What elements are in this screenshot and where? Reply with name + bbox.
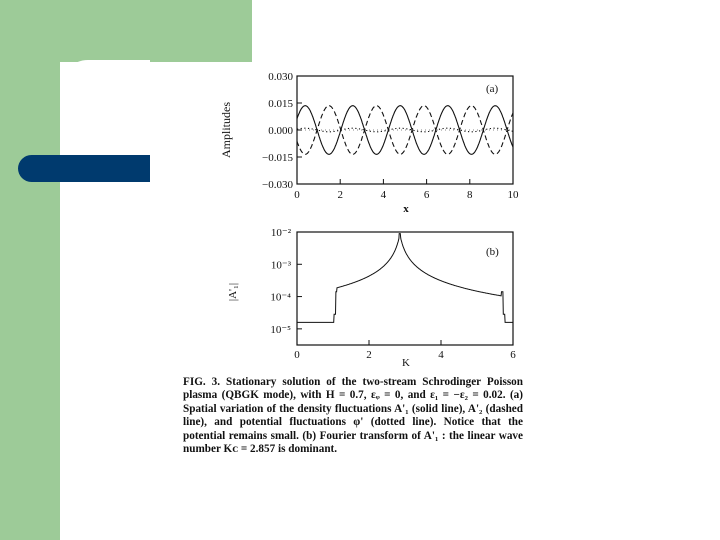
panel-b-ylabel: |A'₁| <box>227 282 239 302</box>
panel-b-xtick-label: 0 <box>294 349 300 361</box>
panel-a-xtick-label: 6 <box>423 189 430 201</box>
panel-a-ylabel: Amplitudes <box>219 102 233 158</box>
panel-b-ytick-label: 10⁻² <box>270 227 291 239</box>
panel-b-xtick-label: 4 <box>438 349 444 361</box>
panel-a-ytick-label: 0.015 <box>268 98 293 110</box>
panel-b-ytick-label: 10⁻³ <box>270 259 291 272</box>
panel-b-xtick-label: 2 <box>366 349 372 361</box>
panel-a-xtick-label: 2 <box>337 189 343 201</box>
panel-b-spectrum-line <box>297 234 513 323</box>
panel-a-ytick-label: −0.015 <box>262 152 293 164</box>
panel-a-ytick-label: −0.030 <box>262 179 293 191</box>
panel-a-xtick-label: 8 <box>467 189 473 201</box>
panel-a-xtick-label: 4 <box>380 189 387 201</box>
panel-b-frame <box>297 232 513 345</box>
panel-a-ytick-label: 0.030 <box>268 71 293 83</box>
panel-a-xtick-label: 0 <box>294 189 300 201</box>
panel-b-xlabel: K <box>402 357 410 369</box>
panel-b-ytick-label: 10⁻⁴ <box>270 291 291 304</box>
panel-b-ytick-label: 10⁻⁵ <box>270 323 291 336</box>
panel-a-ytick-label: 0.000 <box>268 125 293 137</box>
panel-a-label: (a) <box>486 83 499 95</box>
panel-a-xlabel: x <box>403 203 409 215</box>
panel-a-xtick-label: 10 <box>507 189 519 201</box>
figure-caption: FIG. 3. Stationary solution of the two-stream Schrodinger Poisson plasma (QBGK mode), with H = 0.7, εᵩ = 0, and ε₁ = −ε₂ = 0.02. (a) Spatial variation of the density fluctuations A'₁ (solid line), A'₂ (dashed line), and potential fluctuations φ' (dotted line). Notice that the potential remains small. (b) Fourier transform of A'₁ : the linear wave number Kᴄ = 2.857 is dominant. <box>183 376 523 456</box>
panel-b-xtick-label: 6 <box>510 349 516 361</box>
panel-b-label: (b) <box>486 246 499 258</box>
